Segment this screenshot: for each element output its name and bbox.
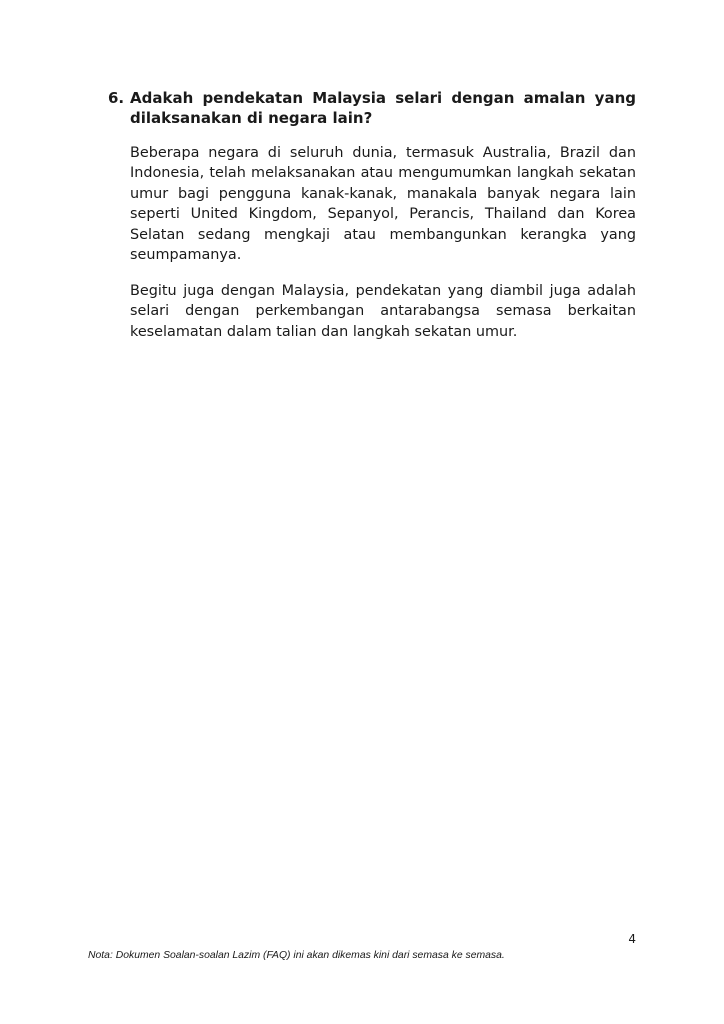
question-text: Adakah pendekatan Malaysia selari dengan amalan yang dilaksanakan di negara lain? [130, 89, 636, 127]
footer-note: Nota: Dokumen Soalan-soalan Lazim (FAQ) ini akan dikemas kini dari semasa ke semasa. [88, 950, 505, 961]
answer-paragraph: Beberapa negara di seluruh dunia, termasuk Australia, Brazil dan Indonesia, telah melaksanakan atau mengumumkan langkah sekatan umur bagi pengguna kanak-kanak, manakala banyak negara lain seperti United Kingdom, Sepanyol, Perancis, Thailand dan Korea Selatan sedang mengkaji atau membangunkan kerangka yang seumpamanya. [130, 145, 636, 264]
answer-paragraph: Begitu juga dengan Malaysia, pendekatan yang diambil juga adalah selari dengan perkembangan antarabangsa semasa berkaitan keselamatan dalam talian dan langkah sekatan umur. [130, 283, 636, 340]
question-number: 6. [108, 89, 125, 107]
faq-question [108, 88, 636, 128]
page-number: 4 [628, 932, 636, 946]
